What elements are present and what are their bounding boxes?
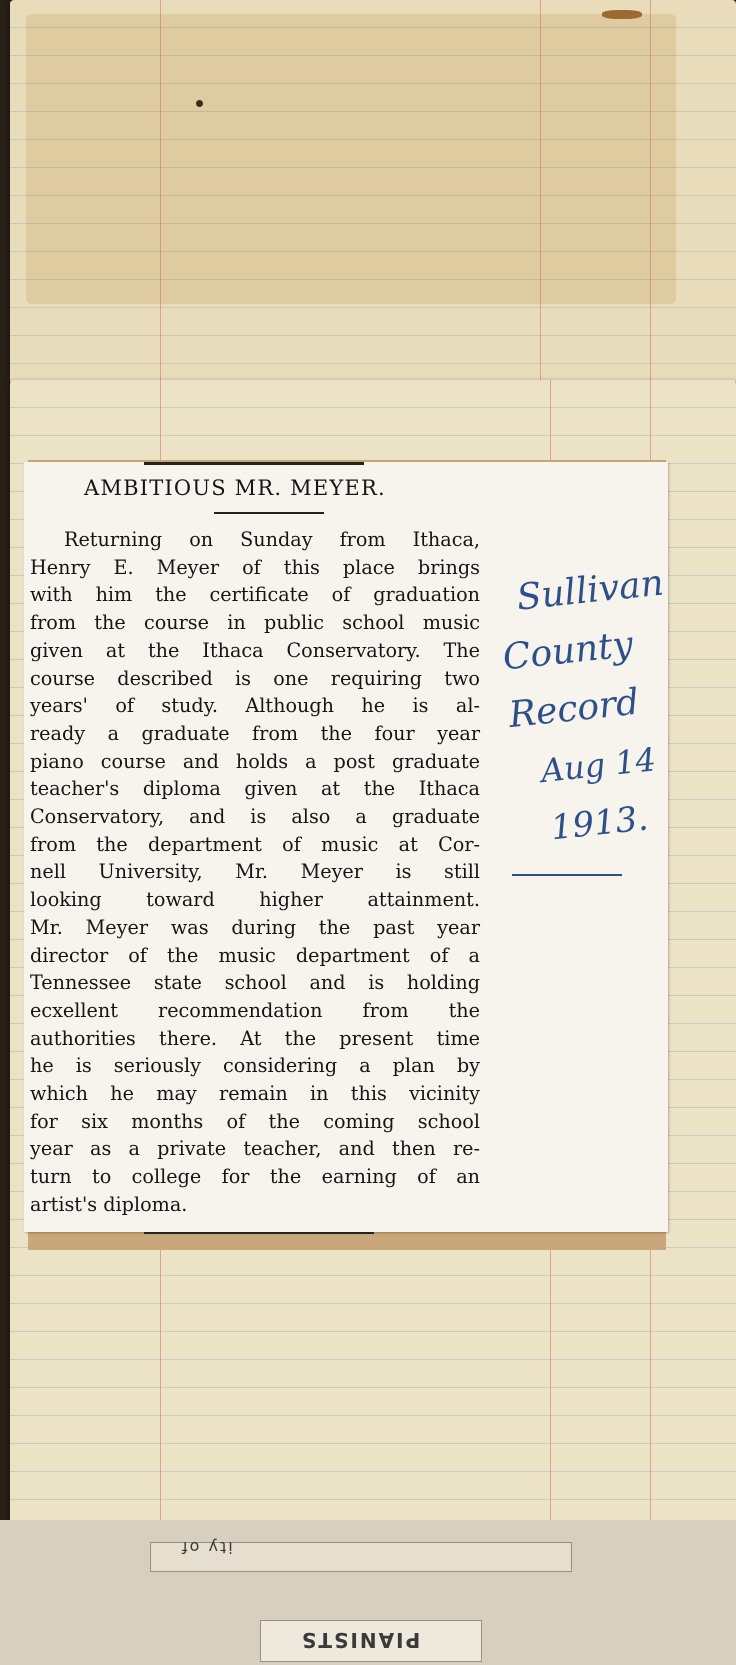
article-line: ecxellent recommendation from the <box>30 998 480 1022</box>
clipping-headline: AMBITIOUS MR. MEYER. <box>84 476 386 500</box>
margin-rule <box>160 0 161 385</box>
clipping-top-rule <box>144 462 364 465</box>
article-line: given at the Ithaca Conservatory. The <box>30 638 480 662</box>
annotation-line: County <box>500 624 635 679</box>
article-line: piano course and holds a post graduate <box>30 749 480 773</box>
article-line: looking toward higher attainment. <box>30 888 480 912</box>
article-line: Returning on Sunday from Ithaca, <box>64 528 480 551</box>
article-line: from the department of music at Cor- <box>30 832 480 856</box>
article-line: year as a private teacher, and then re- <box>30 1137 480 1161</box>
article-line: teacher's diploma given at the Ithaca <box>30 777 480 801</box>
article-line: course described is one requiring two <box>30 666 480 690</box>
annotation-line: Record <box>506 681 642 737</box>
underlying-text-fragment: ity of <box>180 1538 233 1557</box>
scrapbook-page-top <box>10 0 736 385</box>
ink-spot <box>196 100 203 107</box>
clipping-bottom-rule <box>144 1232 374 1234</box>
article-line: he is seriously considering a plan by <box>30 1054 480 1078</box>
article-line: artist's diploma. <box>30 1192 188 1216</box>
article-line: authorities there. At the present time <box>30 1026 480 1050</box>
article-line: Henry E. Meyer of this place brings <box>30 555 480 579</box>
article-line: which he may remain in this vicinity <box>30 1082 480 1106</box>
article-line: Mr. Meyer was during the past year <box>30 915 480 939</box>
clipping-article <box>30 526 480 1219</box>
headline-rule <box>214 512 324 514</box>
article-line: Tennessee state school and is holding <box>30 971 480 995</box>
article-line: nell University, Mr. Meyer is still <box>30 860 480 884</box>
article-line: for six months of the coming school <box>30 1109 480 1133</box>
paper-tear <box>602 10 642 19</box>
annotation-line: Aug 14 <box>539 740 658 791</box>
page-stain <box>26 14 676 304</box>
newspaper-clipping <box>24 462 668 1232</box>
underlying-pages <box>0 1520 736 1665</box>
article-line: from the course in public school music <box>30 611 480 635</box>
article-line: ready a graduate from the four year <box>30 721 480 745</box>
annotation-line: 1913. <box>549 798 651 849</box>
article-line: years' of study. Although he is al- <box>30 694 480 718</box>
article-line: director of the music department of a <box>30 943 480 967</box>
article-line: with him the certificate of graduation <box>30 583 480 607</box>
article-line: Conservatory, and is also a graduate <box>30 805 480 829</box>
annotation-line: Sullivan <box>514 562 666 619</box>
article-line: turn to college for the earning of an <box>30 1165 480 1189</box>
annotation-underline <box>512 874 622 876</box>
handwritten-annotation <box>494 554 693 860</box>
margin-rule <box>540 0 541 385</box>
underlying-text-pianists: PIANISTS <box>300 1628 421 1652</box>
margin-rule <box>650 0 651 385</box>
